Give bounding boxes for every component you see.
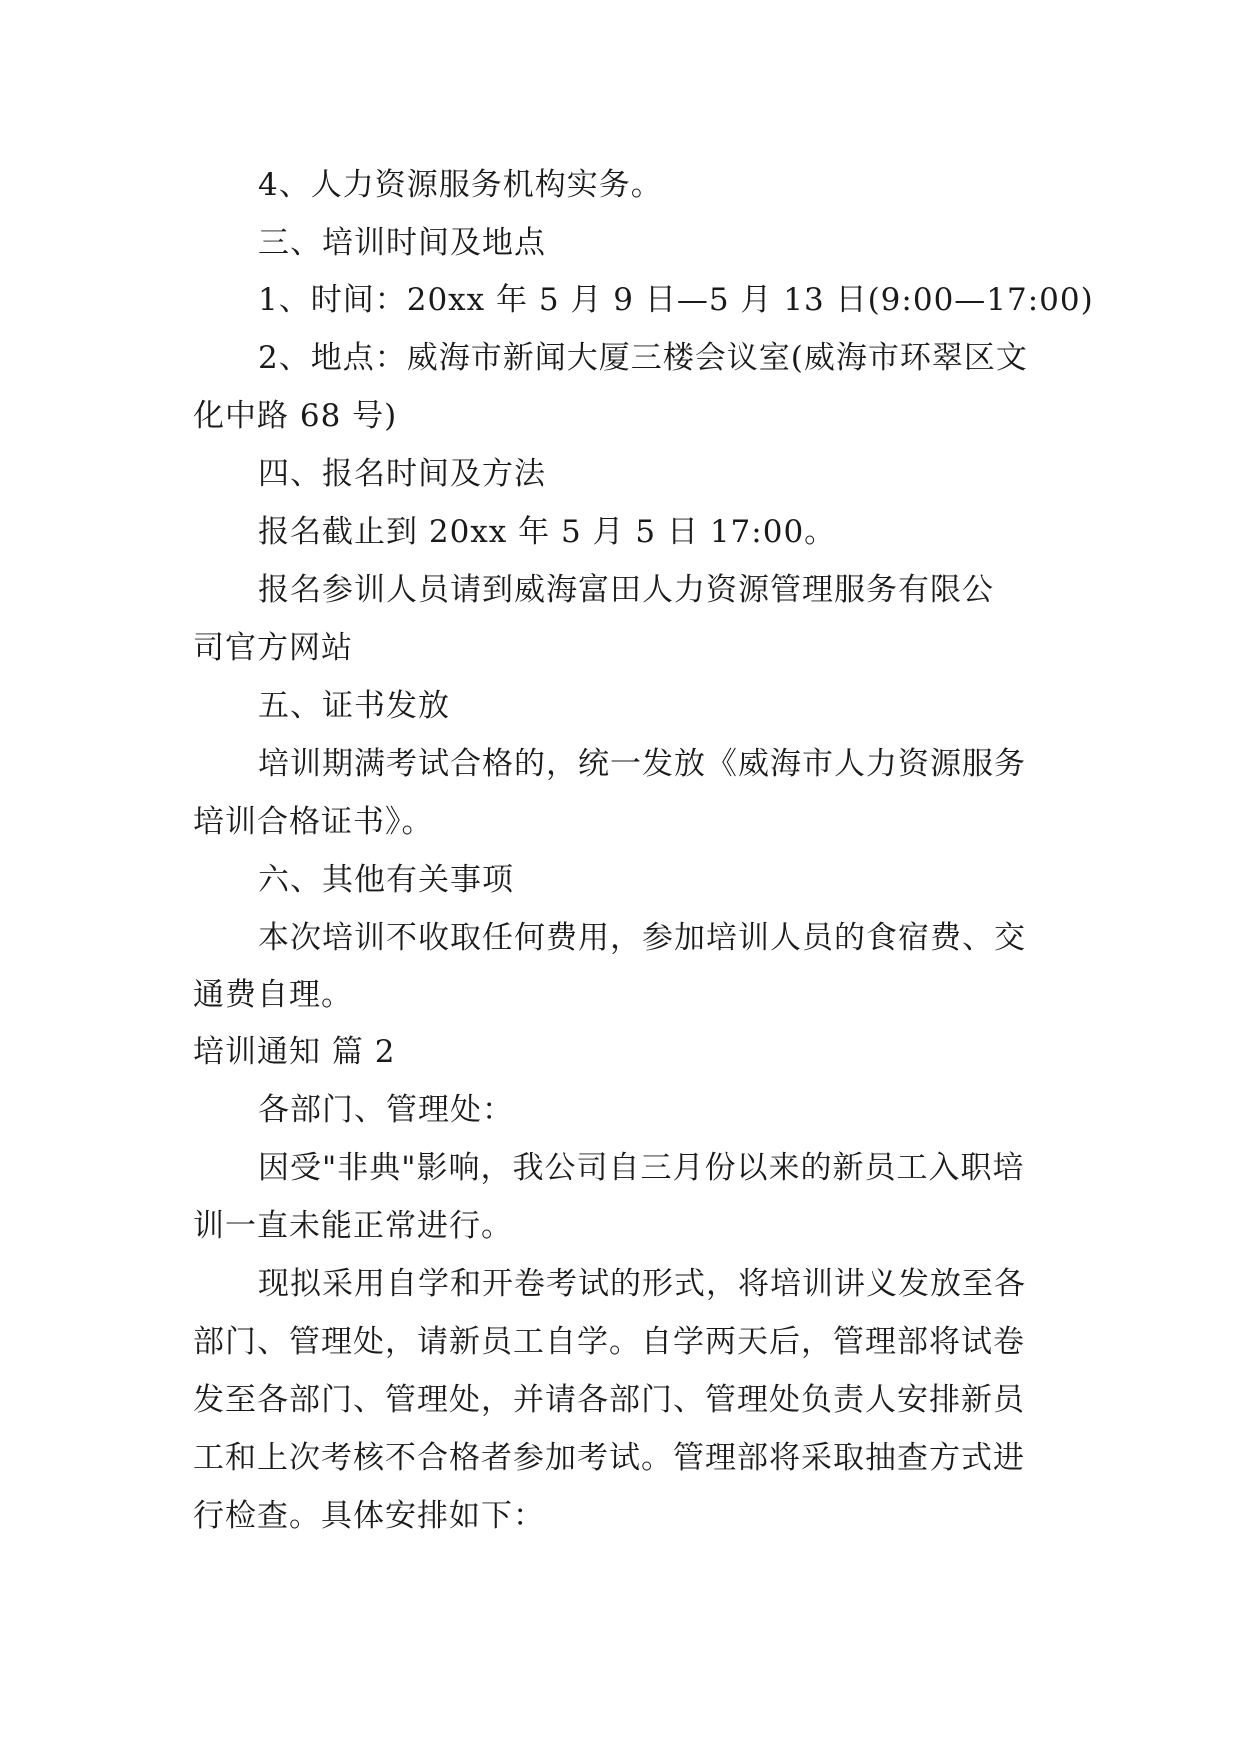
body-paragraph-2-cont-4: 行检查。具体安排如下： xyxy=(193,1498,545,1534)
fees-paragraph-cont: 通费自理。 xyxy=(193,977,353,1013)
training-time: 1、时间：20xx 年 5 月 9 日—5 月 13 日(9:00—17:00) xyxy=(258,282,1094,318)
article-title: 培训通知 篇 2 xyxy=(193,1034,396,1070)
certificate-paragraph-cont: 培训合格证书》。 xyxy=(193,804,434,840)
body-paragraph-1-cont: 训一直未能正常进行。 xyxy=(193,1208,513,1244)
training-location-cont: 化中路 68 号) xyxy=(193,398,398,434)
body-paragraph-1: 因受"非典"影响，我公司自三月份以来的新员工入职培 xyxy=(258,1150,1025,1186)
section-heading-3: 三、培训时间及地点 xyxy=(258,225,546,261)
certificate-paragraph: 培训期满考试合格的，统一发放《威海市人力资源服务 xyxy=(258,746,1026,782)
section-heading-4: 四、报名时间及方法 xyxy=(258,456,546,492)
body-paragraph-2-cont-2: 发至各部门、管理处，并请各部门、管理处负责人安排新员 xyxy=(193,1382,1025,1418)
registration-instructions: 报名参训人员请到威海富田人力资源管理服务有限公 xyxy=(258,572,994,608)
body-paragraph-2-cont-1: 部门、管理处，请新员工自学。自学两天后，管理部将试卷 xyxy=(193,1324,1025,1360)
registration-deadline: 报名截止到 20xx 年 5 月 5 日 17:00。 xyxy=(258,514,837,550)
training-location: 2、地点：威海市新闻大厦三楼会议室(威海市环翠区文 xyxy=(258,340,1028,376)
registration-instructions-cont: 司官方网站 xyxy=(193,630,353,666)
list-item-4: 4、人力资源服务机构实务。 xyxy=(258,167,663,203)
section-heading-6: 六、其他有关事项 xyxy=(258,862,514,898)
fees-paragraph: 本次培训不收取任何费用，参加培训人员的食宿费、交 xyxy=(258,920,1026,956)
body-paragraph-2-cont-3: 工和上次考核不合格者参加考试。管理部将采取抽查方式进 xyxy=(193,1440,1025,1476)
salutation: 各部门、管理处： xyxy=(258,1092,514,1128)
body-paragraph-2: 现拟采用自学和开卷考试的形式，将培训讲义发放至各 xyxy=(258,1266,1026,1302)
section-heading-5: 五、证书发放 xyxy=(258,688,450,724)
